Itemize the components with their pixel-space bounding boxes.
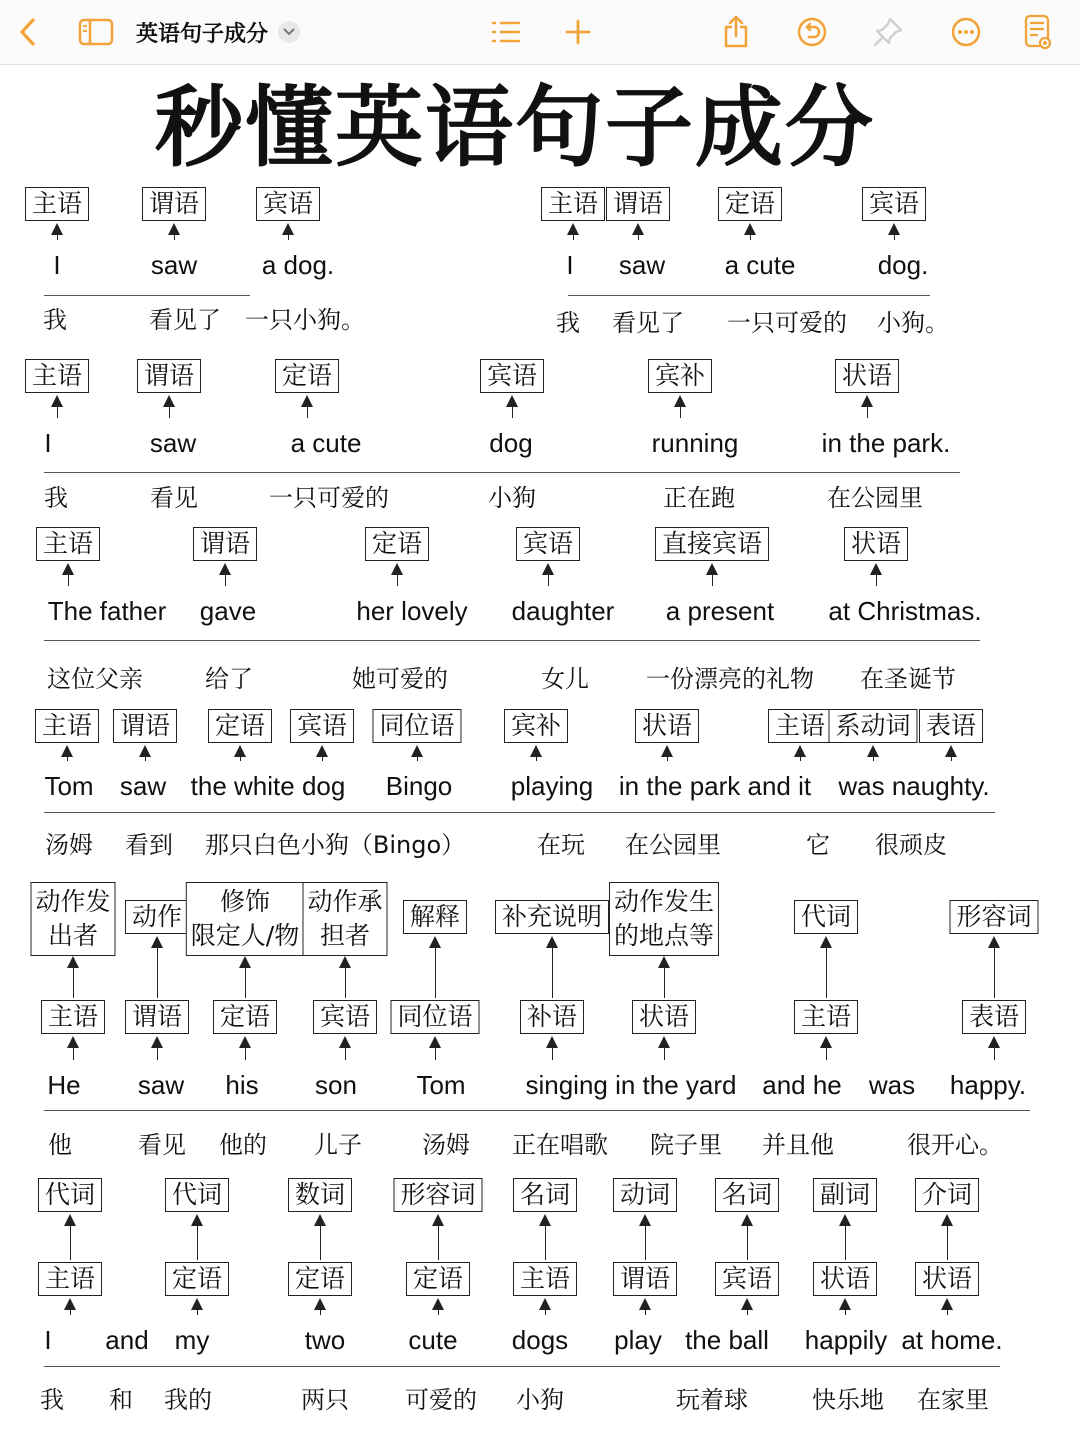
label-arrow — [548, 565, 549, 586]
chinese-translation: 我 — [44, 484, 68, 512]
sentence-underline — [44, 1366, 1000, 1367]
label-arrow — [157, 1038, 158, 1060]
label-arrow — [512, 397, 513, 418]
label-arrow — [876, 565, 877, 586]
english-word: a cute — [290, 428, 362, 458]
label-arrow — [68, 565, 69, 586]
label-arrow — [800, 747, 801, 761]
english-word: happy. — [949, 1070, 1027, 1100]
label-arrow — [873, 747, 874, 761]
english-word: saw — [618, 250, 666, 280]
label-box: 代词 — [38, 1178, 102, 1212]
label-box: 修饰 限定人/物 — [186, 882, 304, 956]
label-arrow — [245, 958, 246, 998]
sentence-underline — [44, 812, 995, 813]
label-box: 状语 — [844, 527, 908, 561]
label-arrow — [573, 225, 574, 240]
english-word: dog — [489, 428, 533, 458]
english-word: and — [105, 1325, 149, 1355]
label-arrow — [345, 958, 346, 998]
english-word: play — [614, 1325, 662, 1355]
label-arrow — [169, 397, 170, 418]
chinese-translation: 汤姆 — [422, 1131, 470, 1159]
chinese-translation: 看见了 — [612, 309, 684, 337]
chinese-translation: 小狗 — [516, 1386, 564, 1414]
english-word: The father — [47, 596, 167, 626]
label-box: 状语 — [813, 1262, 877, 1296]
label-arrow — [664, 958, 665, 998]
page-title: 秒懂英语句子成分 — [154, 76, 875, 179]
english-word: singing in the yard — [525, 1070, 737, 1100]
english-word: in the park. — [821, 428, 951, 458]
chinese-translation: 他 — [48, 1131, 72, 1159]
chinese-translation: 我 — [40, 1386, 64, 1414]
label-arrow — [947, 1300, 948, 1315]
label-arrow — [322, 747, 323, 761]
label-arrow — [712, 565, 713, 586]
label-box: 解释 — [403, 900, 467, 934]
label-box: 宾语 — [715, 1262, 779, 1296]
document-title: 英语句子成分 — [136, 21, 269, 47]
label-arrow — [845, 1216, 846, 1260]
label-box: 动作承 担者 — [302, 882, 387, 956]
label-arrow — [994, 1038, 995, 1060]
label-box: 主语 — [25, 187, 89, 221]
chinese-translation: 看见了 — [149, 306, 221, 334]
chinese-translation: 一只可爱的 — [269, 484, 389, 512]
label-box: 定语 — [288, 1262, 352, 1296]
label-arrow — [57, 225, 58, 240]
chinese-translation: 看见 — [138, 1131, 186, 1159]
label-arrow — [438, 1216, 439, 1260]
label-box: 主语 — [35, 709, 99, 743]
chinese-translation: 小狗。 — [877, 309, 949, 337]
english-word: Bingo — [385, 771, 453, 801]
label-box: 谓语 — [142, 187, 206, 221]
label-arrow — [397, 565, 398, 586]
label-arrow — [545, 1216, 546, 1260]
label-box: 主语 — [794, 1000, 858, 1034]
label-arrow — [826, 938, 827, 998]
english-word: Tom — [416, 1070, 466, 1100]
label-box: 定语 — [275, 359, 339, 393]
label-arrow — [845, 1300, 846, 1315]
english-word: I — [44, 1325, 52, 1355]
label-arrow — [245, 1038, 246, 1060]
english-word: his — [225, 1070, 259, 1100]
chinese-translation: 在家里 — [917, 1386, 989, 1414]
label-box: 状语 — [835, 359, 899, 393]
english-word: and he — [762, 1070, 842, 1100]
label-box: 谓语 — [193, 527, 257, 561]
label-arrow — [667, 747, 668, 761]
label-arrow — [645, 1300, 646, 1315]
chinese-translation: 一只可爱的 — [727, 309, 847, 337]
label-box: 动词 — [613, 1178, 677, 1212]
label-box: 介词 — [915, 1178, 979, 1212]
english-word: son — [315, 1070, 357, 1100]
label-box: 主语 — [768, 709, 832, 743]
label-arrow — [174, 225, 175, 240]
label-box: 宾语 — [862, 187, 926, 221]
chinese-translation: 我 — [43, 306, 67, 334]
label-arrow — [951, 747, 952, 761]
label-arrow — [145, 747, 146, 761]
english-word: saw — [119, 771, 167, 801]
label-box: 主语 — [36, 527, 100, 561]
english-word: a dog. — [261, 250, 335, 280]
chinese-translation: 很开心。 — [907, 1131, 1003, 1159]
label-box: 定语 — [208, 709, 272, 743]
chinese-translation: 可爱的 — [405, 1386, 477, 1414]
label-arrow — [947, 1216, 948, 1260]
english-word: the white dog — [190, 771, 346, 801]
chinese-translation: 正在跑 — [663, 484, 735, 512]
label-arrow — [70, 1300, 71, 1315]
english-word: running — [651, 428, 739, 458]
english-word: cute — [408, 1325, 458, 1355]
label-box: 宾语 — [290, 709, 354, 743]
english-word: a present — [665, 596, 775, 626]
label-box: 主语 — [25, 359, 89, 393]
chinese-translation: 快乐地 — [812, 1386, 884, 1414]
label-box: 状语 — [915, 1262, 979, 1296]
chinese-translation: 并且他 — [762, 1131, 834, 1159]
label-arrow — [664, 1038, 665, 1060]
chinese-translation: 院子里 — [650, 1131, 722, 1159]
label-box: 定语 — [718, 187, 782, 221]
label-arrow — [867, 397, 868, 418]
label-arrow — [994, 938, 995, 998]
label-box: 直接宾语 — [655, 527, 769, 561]
sentence-underline — [44, 295, 250, 296]
english-word: was — [868, 1070, 916, 1100]
chinese-translation: 汤姆 — [45, 831, 93, 859]
label-arrow — [545, 1300, 546, 1315]
label-box: 补充说明 — [495, 900, 609, 934]
label-arrow — [320, 1216, 321, 1260]
label-box: 补语 — [520, 1000, 584, 1034]
english-word: my — [174, 1325, 210, 1355]
label-arrow — [536, 747, 537, 761]
chinese-translation: 两只 — [301, 1386, 349, 1414]
chinese-translation: 在公园里 — [827, 484, 923, 512]
label-arrow — [750, 225, 751, 240]
label-box: 系动词 — [828, 709, 917, 743]
label-box: 主语 — [38, 1262, 102, 1296]
label-arrow — [680, 397, 681, 418]
sentence-underline — [44, 472, 960, 473]
english-word: gave — [199, 596, 257, 626]
label-box: 宾语 — [313, 1000, 377, 1034]
label-arrow — [288, 225, 289, 240]
english-word: dog. — [877, 250, 929, 280]
chinese-translation: 看到 — [125, 831, 173, 859]
english-word: in the park and it — [618, 771, 812, 801]
label-box: 宾语 — [516, 527, 580, 561]
chinese-translation: 在公园里 — [625, 831, 721, 859]
english-word: two — [304, 1325, 346, 1355]
english-word: I — [53, 250, 61, 280]
chinese-translation: 我的 — [164, 1386, 212, 1414]
label-arrow — [552, 1038, 553, 1060]
label-arrow — [747, 1216, 748, 1260]
english-word: her lovely — [356, 596, 468, 626]
chinese-translation: 一只小狗。 — [245, 306, 365, 334]
label-box: 动作 — [125, 900, 189, 934]
chinese-translation: 在圣诞节 — [860, 665, 956, 693]
chinese-translation: 和 — [109, 1386, 133, 1414]
label-box: 名词 — [513, 1178, 577, 1212]
label-arrow — [320, 1300, 321, 1315]
label-box: 定语 — [365, 527, 429, 561]
label-arrow — [307, 397, 308, 418]
label-box: 动作发 出者 — [30, 882, 115, 956]
chinese-translation: 一份漂亮的礼物 — [646, 665, 814, 693]
sentence-underline — [44, 640, 980, 641]
english-word: Tom — [44, 771, 94, 801]
label-arrow — [435, 938, 436, 998]
label-box: 谓语 — [606, 187, 670, 221]
english-word: saw — [137, 1070, 185, 1100]
chinese-translation: 它 — [806, 831, 830, 859]
chinese-translation: 她可爱的 — [352, 665, 448, 693]
label-box: 宾补 — [648, 359, 712, 393]
label-arrow — [438, 1300, 439, 1315]
chinese-translation: 他的 — [219, 1131, 267, 1159]
english-word: at home. — [901, 1325, 1003, 1355]
label-arrow — [645, 1216, 646, 1260]
english-word: I — [44, 428, 52, 458]
english-word: He — [47, 1070, 81, 1100]
chinese-translation: 很顽皮 — [875, 831, 947, 859]
chinese-translation: 正在唱歌 — [512, 1131, 608, 1159]
label-box: 宾补 — [504, 709, 568, 743]
label-box: 代词 — [165, 1178, 229, 1212]
label-arrow — [894, 225, 895, 240]
label-box: 定语 — [406, 1262, 470, 1296]
label-arrow — [240, 747, 241, 761]
english-word: happily — [804, 1325, 888, 1355]
label-arrow — [197, 1300, 198, 1315]
label-box: 形容词 — [393, 1178, 482, 1212]
english-word: daughter — [511, 596, 615, 626]
chinese-translation: 小狗 — [488, 484, 536, 512]
label-arrow — [70, 1216, 71, 1260]
label-box: 副词 — [813, 1178, 877, 1212]
label-box: 同位语 — [390, 1000, 479, 1034]
label-box: 名词 — [715, 1178, 779, 1212]
label-box: 状语 — [635, 709, 699, 743]
english-word: was naughty. — [838, 771, 990, 801]
chinese-translation: 我 — [556, 309, 580, 337]
label-box: 定语 — [165, 1262, 229, 1296]
label-box: 表语 — [962, 1000, 1026, 1034]
label-box: 同位语 — [372, 709, 461, 743]
chinese-translation: 那只白色小狗（Bingo） — [204, 831, 466, 859]
chinese-translation: 女儿 — [541, 665, 589, 693]
chinese-translation: 儿子 — [314, 1131, 362, 1159]
label-arrow — [57, 397, 58, 418]
english-word: dogs — [511, 1325, 569, 1355]
chinese-translation: 给了 — [205, 665, 253, 693]
label-box: 宾语 — [480, 359, 544, 393]
chinese-translation: 这位父亲 — [47, 665, 143, 693]
label-box: 谓语 — [613, 1262, 677, 1296]
label-box: 数词 — [288, 1178, 352, 1212]
label-arrow — [73, 958, 74, 998]
label-arrow — [638, 225, 639, 240]
label-arrow — [345, 1038, 346, 1060]
english-word: playing — [510, 771, 594, 801]
label-arrow — [225, 565, 226, 586]
label-box: 谓语 — [113, 709, 177, 743]
label-box: 状语 — [632, 1000, 696, 1034]
english-word: saw — [150, 250, 198, 280]
chinese-translation: 在玩 — [537, 831, 585, 859]
label-box: 代词 — [794, 900, 858, 934]
label-arrow — [67, 747, 68, 761]
english-word: the ball — [685, 1325, 769, 1355]
label-arrow — [435, 1038, 436, 1060]
english-word: saw — [149, 428, 197, 458]
label-arrow — [552, 938, 553, 998]
label-box: 形容词 — [949, 900, 1038, 934]
english-word: at Christmas. — [828, 596, 982, 626]
label-box: 谓语 — [137, 359, 201, 393]
label-box: 主语 — [541, 187, 605, 221]
label-arrow — [747, 1300, 748, 1315]
chinese-translation: 看见 — [150, 484, 198, 512]
label-box: 宾语 — [256, 187, 320, 221]
english-word: a cute — [724, 250, 796, 280]
label-arrow — [73, 1038, 74, 1060]
sentence-underline — [44, 1110, 1030, 1111]
label-arrow — [197, 1216, 198, 1260]
label-box: 表语 — [919, 709, 983, 743]
chinese-translation: 玩着球 — [676, 1386, 748, 1414]
label-arrow — [157, 938, 158, 998]
label-box: 谓语 — [125, 1000, 189, 1034]
label-arrow — [826, 1038, 827, 1060]
label-arrow — [417, 747, 418, 761]
label-box: 定语 — [213, 1000, 277, 1034]
sentence-underline — [568, 295, 930, 296]
english-word: I — [566, 250, 574, 280]
label-box: 动作发生 的地点等 — [609, 882, 719, 956]
label-box: 主语 — [513, 1262, 577, 1296]
label-box: 主语 — [41, 1000, 105, 1034]
